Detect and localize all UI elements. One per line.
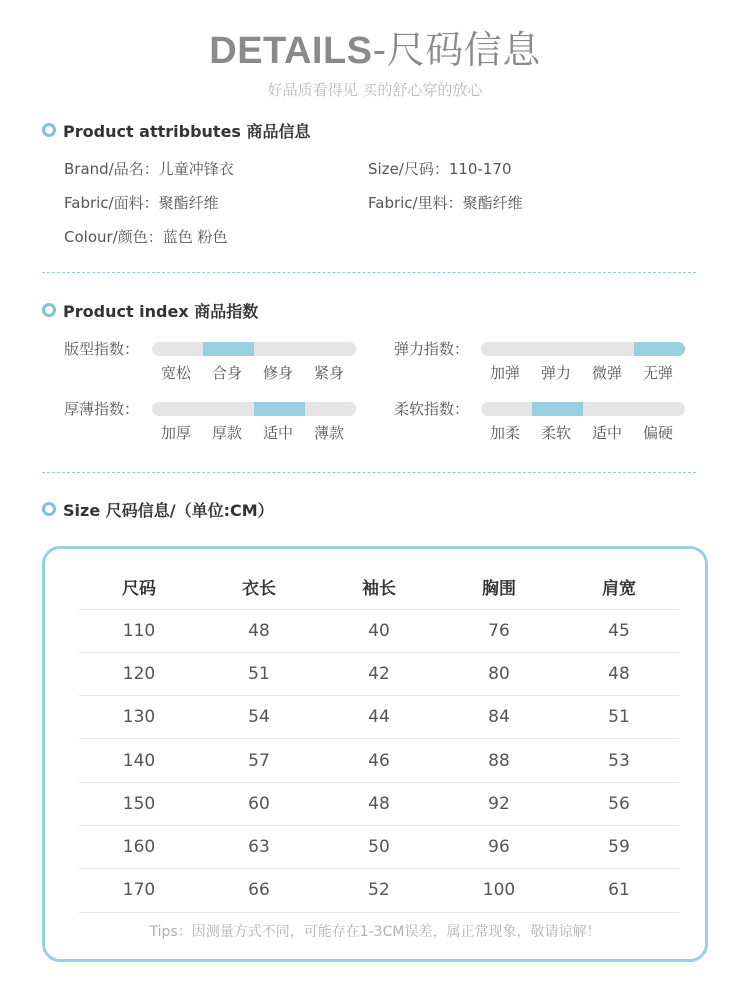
column-header: 尺码	[79, 565, 199, 609]
attr-brand: Brand/品名：儿童冲锋衣	[64, 160, 234, 178]
table-cell: 45	[559, 609, 679, 652]
column-header: 衣长	[199, 565, 319, 609]
attr-size: Size/尺码：110-170	[368, 160, 512, 178]
table-cell: 60	[199, 782, 319, 825]
attr-fabric-outer: Fabric/面料：聚酯纤维	[64, 194, 219, 212]
table-cell: 42	[319, 652, 439, 695]
column-header: 胸围	[439, 565, 559, 609]
scale-option: 微弹	[592, 364, 623, 382]
table-cell: 48	[559, 652, 679, 695]
table-cell: 50	[319, 825, 439, 868]
table-cell: 100	[439, 869, 559, 912]
divider	[42, 472, 696, 473]
column-header: 肩宽	[559, 565, 679, 609]
index-scale-thickness	[161, 422, 365, 443]
index-bar-softness	[481, 402, 685, 416]
scale-option: 适中	[263, 424, 294, 442]
table-cell: 51	[199, 652, 319, 695]
table-cell: 150	[79, 782, 199, 825]
scale-option: 加柔	[490, 424, 521, 442]
table-row	[79, 652, 679, 695]
table-cell: 80	[439, 652, 559, 695]
attributes-title: Product attribbutes 商品信息	[63, 121, 311, 141]
attr-fabric-lining: Fabric/里料：聚酯纤维	[368, 194, 523, 212]
table-cell: 40	[319, 609, 439, 652]
index-bar-thickness	[152, 402, 356, 416]
table-cell: 53	[559, 739, 679, 782]
table-row	[79, 869, 679, 912]
table-cell: 110	[79, 609, 199, 652]
scale-option: 合身	[212, 364, 243, 382]
page-header	[0, 28, 750, 100]
index-label-elasticity: 弹力指数：	[394, 340, 470, 358]
tips-note: Tips：因测量方式不同，可能存在1-3CM误差，属正常现象，敬请谅解！	[149, 924, 601, 940]
scale-option: 弹力	[541, 364, 572, 382]
table-cell: 92	[439, 782, 559, 825]
divider	[42, 272, 696, 273]
table-cell: 48	[199, 609, 319, 652]
index-heading	[42, 299, 258, 321]
scale-option: 无弹	[643, 364, 674, 382]
scale-option: 柔软	[541, 424, 572, 442]
table-cell: 140	[79, 739, 199, 782]
table-cell: 63	[199, 825, 319, 868]
table-row	[79, 696, 679, 739]
index-scale-fit	[161, 362, 365, 383]
table-row	[79, 739, 679, 782]
index-label-softness: 柔软指数：	[394, 400, 470, 418]
table-cell: 61	[559, 869, 679, 912]
table-cell: 52	[319, 869, 439, 912]
page-subtitle: 好品质看得见 买的舒心穿的放心	[267, 81, 483, 99]
table-cell: 51	[559, 696, 679, 739]
scale-option: 宽松	[161, 364, 192, 382]
table-header-row	[79, 565, 679, 609]
scale-option: 加弹	[490, 364, 521, 382]
table-cell: 88	[439, 739, 559, 782]
scale-option: 偏硬	[643, 424, 674, 442]
table-row	[79, 609, 679, 652]
scale-option: 适中	[592, 424, 623, 442]
table-row	[79, 825, 679, 868]
table-cell: 160	[79, 825, 199, 868]
scale-option: 加厚	[161, 424, 192, 442]
attr-colour: Colour/颜色：蓝色 粉色	[64, 228, 228, 246]
circle-icon	[42, 123, 56, 137]
index-label-thickness: 厚薄指数：	[64, 400, 140, 418]
table-cell: 84	[439, 696, 559, 739]
table-row	[79, 782, 679, 825]
size-title: Size 尺码信息/（单位:CM）	[63, 500, 274, 520]
size-heading	[42, 498, 274, 520]
page-title	[0, 28, 750, 73]
title-cn: -尺码信息	[372, 28, 541, 72]
table-cell: 57	[199, 739, 319, 782]
scale-option: 修身	[263, 364, 294, 382]
index-scale-elasticity	[490, 362, 694, 383]
index-bar-fill	[203, 342, 254, 356]
scale-option: 紧身	[314, 364, 345, 382]
table-cell: 120	[79, 652, 199, 695]
index-bar-elasticity	[481, 342, 685, 356]
table-cell: 66	[199, 869, 319, 912]
table-cell: 96	[439, 825, 559, 868]
size-table	[79, 565, 679, 913]
attributes-heading	[42, 119, 311, 141]
scale-option: 薄款	[314, 424, 345, 442]
circle-icon	[42, 303, 56, 317]
column-header: 袖长	[319, 565, 439, 609]
scale-option: 厚款	[212, 424, 243, 442]
table-cell: 46	[319, 739, 439, 782]
table-cell: 54	[199, 696, 319, 739]
index-bar-fit	[152, 342, 356, 356]
table-cell: 76	[439, 609, 559, 652]
table-cell: 59	[559, 825, 679, 868]
table-cell: 44	[319, 696, 439, 739]
table-cell: 48	[319, 782, 439, 825]
size-table-card	[42, 546, 708, 962]
table-cell: 170	[79, 869, 199, 912]
table-cell: 56	[559, 782, 679, 825]
title-en: DETAILS	[209, 30, 373, 72]
index-bar-fill	[532, 402, 583, 416]
index-scale-softness	[490, 422, 694, 443]
index-bar-fill	[634, 342, 685, 356]
circle-icon	[42, 502, 56, 516]
index-bar-fill	[254, 402, 305, 416]
table-cell: 130	[79, 696, 199, 739]
index-label-fit: 版型指数：	[64, 340, 140, 358]
index-title: Product index 商品指数	[63, 301, 259, 321]
